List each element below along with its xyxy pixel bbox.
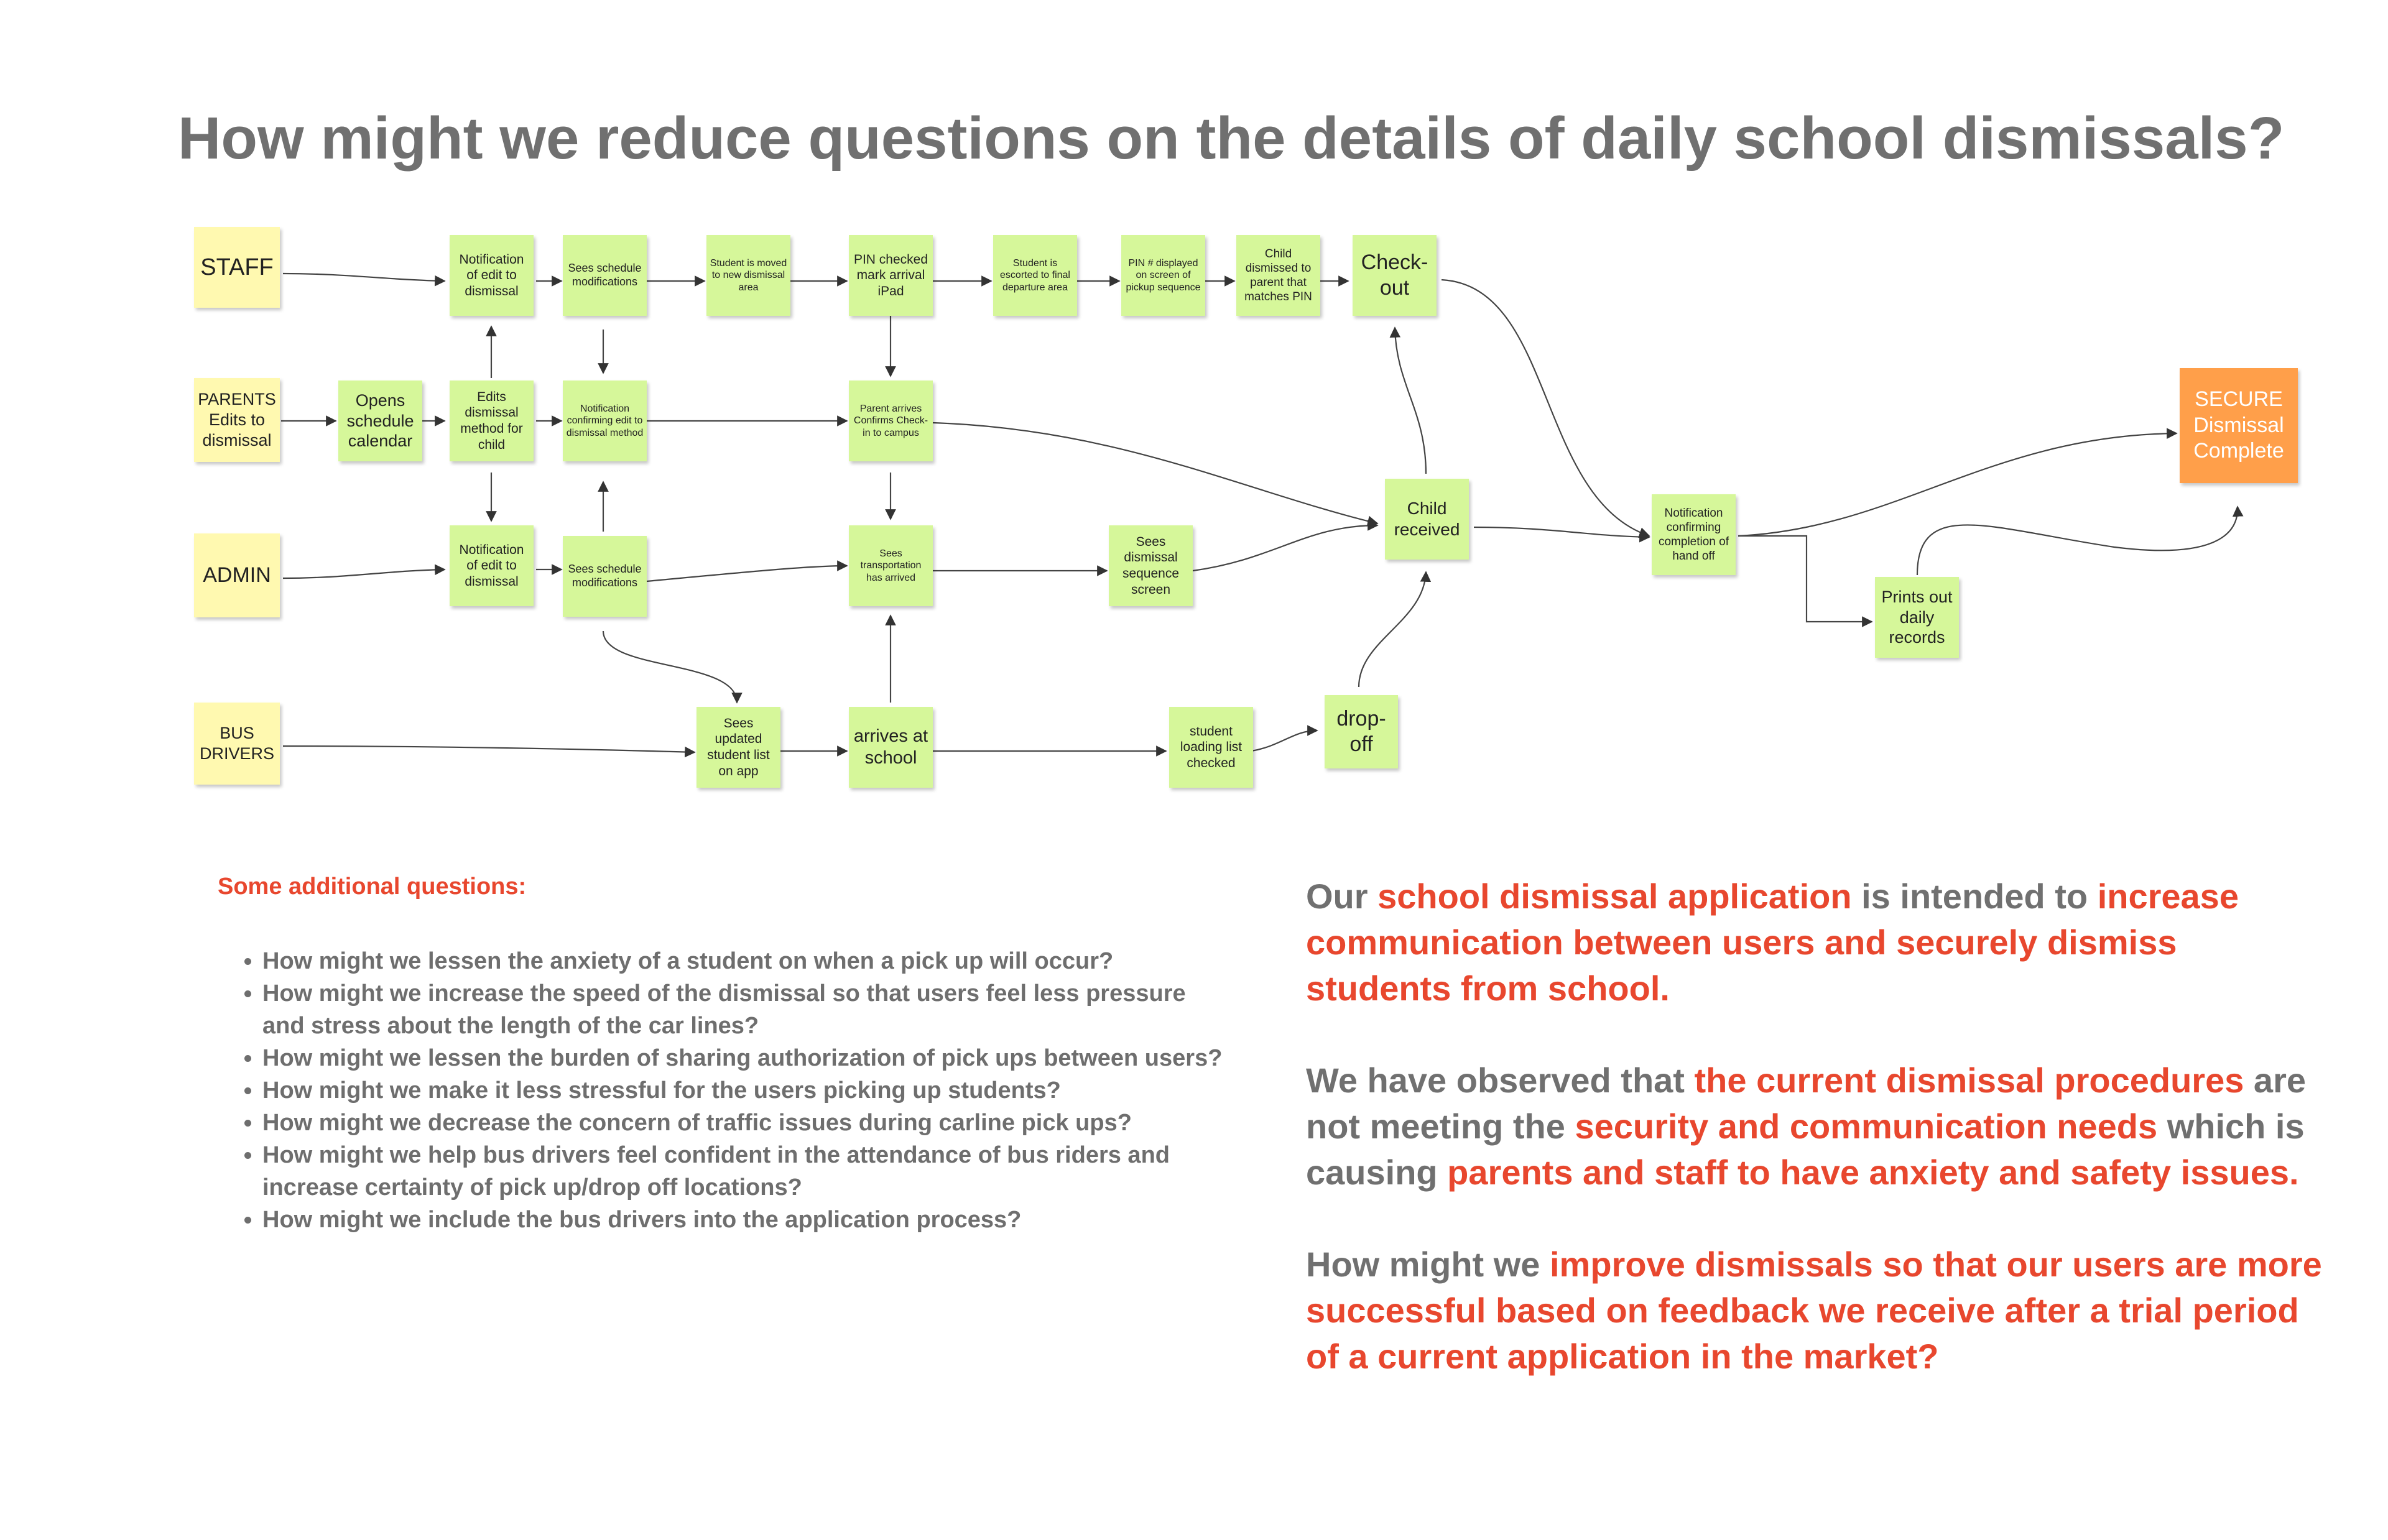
node-prints-records: Prints out daily records bbox=[1875, 577, 1959, 658]
node-edits-dismissal: Edits dismissal method for child bbox=[450, 380, 534, 461]
arrow-bus-3 bbox=[1251, 731, 1317, 751]
question-item: • How might we lessen the anxiety of a student on when a pick up will occur? bbox=[262, 945, 1225, 977]
node-notification-completion: Notification confirming completion of hand off bbox=[1652, 494, 1736, 575]
node-student-escorted: Student is escorted to final departure area bbox=[993, 235, 1077, 316]
node-arrives-at-school: arrives at school bbox=[849, 707, 933, 788]
statement-highlight: increase communication between users and securely dismiss students from school. bbox=[1306, 877, 2239, 1008]
question-item: • How might we help bus drivers feel confident in the attendance of bus riders and increase certainty of pick up/drop off locations? bbox=[262, 1139, 1225, 1204]
statement-highlight: parents and staff to have anxiety and safety issues bbox=[1447, 1153, 2289, 1192]
arrow-admin-2 bbox=[647, 566, 847, 581]
lane-admin: ADMIN bbox=[194, 533, 280, 617]
statement-text: is intended to bbox=[1851, 877, 2098, 916]
node-child-received: Child received bbox=[1385, 479, 1469, 560]
node-check-out: Check-out bbox=[1353, 235, 1437, 316]
arrow-parents-arrives-to-child bbox=[933, 423, 1377, 523]
arrow-staff-to-notification bbox=[283, 274, 445, 281]
statement-text: are not meeting the bbox=[1306, 1061, 2307, 1146]
arrow-bus-to-updated bbox=[283, 746, 695, 752]
node-notification-confirming-edit: Notification confirming edit to dismissal method bbox=[563, 380, 647, 461]
question-item: • How might we lessen the burden of sharing authorization of pick ups between users? bbox=[262, 1042, 1225, 1074]
arrow-checkout-to-notification bbox=[1442, 280, 1649, 536]
lane-parents: PARENTS Edits to dismissal bbox=[194, 378, 280, 462]
statement-paragraph-2 bbox=[1306, 1058, 2326, 1196]
questions-heading: Some additional questions: bbox=[218, 874, 527, 900]
statement-highlight: school dismissal application bbox=[1377, 877, 1852, 916]
node-opens-calendar: Opens schedule calendar bbox=[338, 380, 422, 461]
node-student-moved: Student is moved to new dismissal area bbox=[706, 235, 790, 316]
arrow-child-to-checkout bbox=[1395, 328, 1426, 474]
problem-statement bbox=[1306, 874, 2326, 1426]
arrow-notification-to-prints bbox=[1738, 536, 1872, 622]
arrow-child-to-notification bbox=[1474, 527, 1649, 537]
arrow-dropoff-to-child bbox=[1359, 572, 1426, 687]
node-drop-off: drop-off bbox=[1325, 695, 1398, 768]
statement-text: Our bbox=[1306, 877, 1378, 916]
question-item: • How might we include the bus drivers into the application process? bbox=[262, 1204, 1225, 1236]
additional-questions bbox=[218, 874, 1225, 1236]
node-admin-notification: Notification of edit to dismissal bbox=[450, 525, 534, 606]
question-item: • How might we decrease the concern of traffic issues during carline pick ups? bbox=[262, 1107, 1225, 1139]
node-transportation-arrived: Sees transportation has arrived bbox=[849, 525, 933, 606]
node-parent-arrives: Parent arrives Confirms Check-in to campus bbox=[849, 380, 933, 461]
statement-text: We have observed that bbox=[1306, 1061, 1695, 1100]
node-pin-displayed: PIN # displayed on screen of pickup sequence bbox=[1121, 235, 1205, 316]
statement-text: which is causing bbox=[1306, 1107, 2305, 1192]
node-dismissal-sequence: Sees dismissal sequence screen bbox=[1109, 525, 1193, 606]
node-loading-list-checked: student loading list checked bbox=[1169, 707, 1253, 788]
node-pin-checked: PIN checked mark arrival iPad bbox=[849, 235, 933, 316]
node-secure-complete: SECURE Dismissal Complete bbox=[2180, 368, 2298, 483]
node-updated-student-list: Sees updated student list on app bbox=[696, 707, 780, 788]
node-staff-notification: Notification of edit to dismissal bbox=[450, 235, 534, 316]
statement-paragraph-1 bbox=[1306, 874, 2326, 1012]
statement-highlight: security and communication needs bbox=[1575, 1107, 2158, 1146]
arrow-prints-to-secure bbox=[1917, 507, 2238, 575]
page-title: How might we reduce questions on the details of daily school dismissals? bbox=[178, 105, 2285, 172]
arrow-notification-to-secure bbox=[1738, 433, 2177, 536]
arrow-adminmod-to-bus bbox=[603, 631, 737, 703]
statement-text: How might we bbox=[1306, 1245, 1550, 1284]
node-child-dismissed: Child dismissed to parent that matches PIN bbox=[1236, 235, 1320, 316]
lane-bus-drivers: BUS DRIVERS bbox=[194, 703, 280, 785]
statement-text: . bbox=[2289, 1153, 2299, 1192]
arrow-admin-to-notification bbox=[283, 569, 445, 578]
lane-staff: STAFF bbox=[194, 227, 280, 308]
node-admin-sees-modifications: Sees schedule modifications bbox=[563, 536, 647, 617]
question-item: • How might we make it less stressful for the users picking up students? bbox=[262, 1074, 1225, 1107]
node-staff-sees-modifications: Sees schedule modifications bbox=[563, 235, 647, 316]
statement-highlight: improve dismissals so that our users are more successful based on feedback we receive after a trial period of a current application in the market? bbox=[1306, 1245, 2322, 1376]
questions-list bbox=[218, 945, 1225, 1236]
statement-highlight: the current dismissal procedures bbox=[1694, 1061, 2244, 1100]
statement-paragraph-3 bbox=[1306, 1242, 2326, 1380]
arrow-admin-seq-to-child bbox=[1193, 525, 1377, 571]
question-item: • How might we increase the speed of the dismissal so that users feel less pressure and stress about the length of the car lines? bbox=[262, 977, 1225, 1042]
